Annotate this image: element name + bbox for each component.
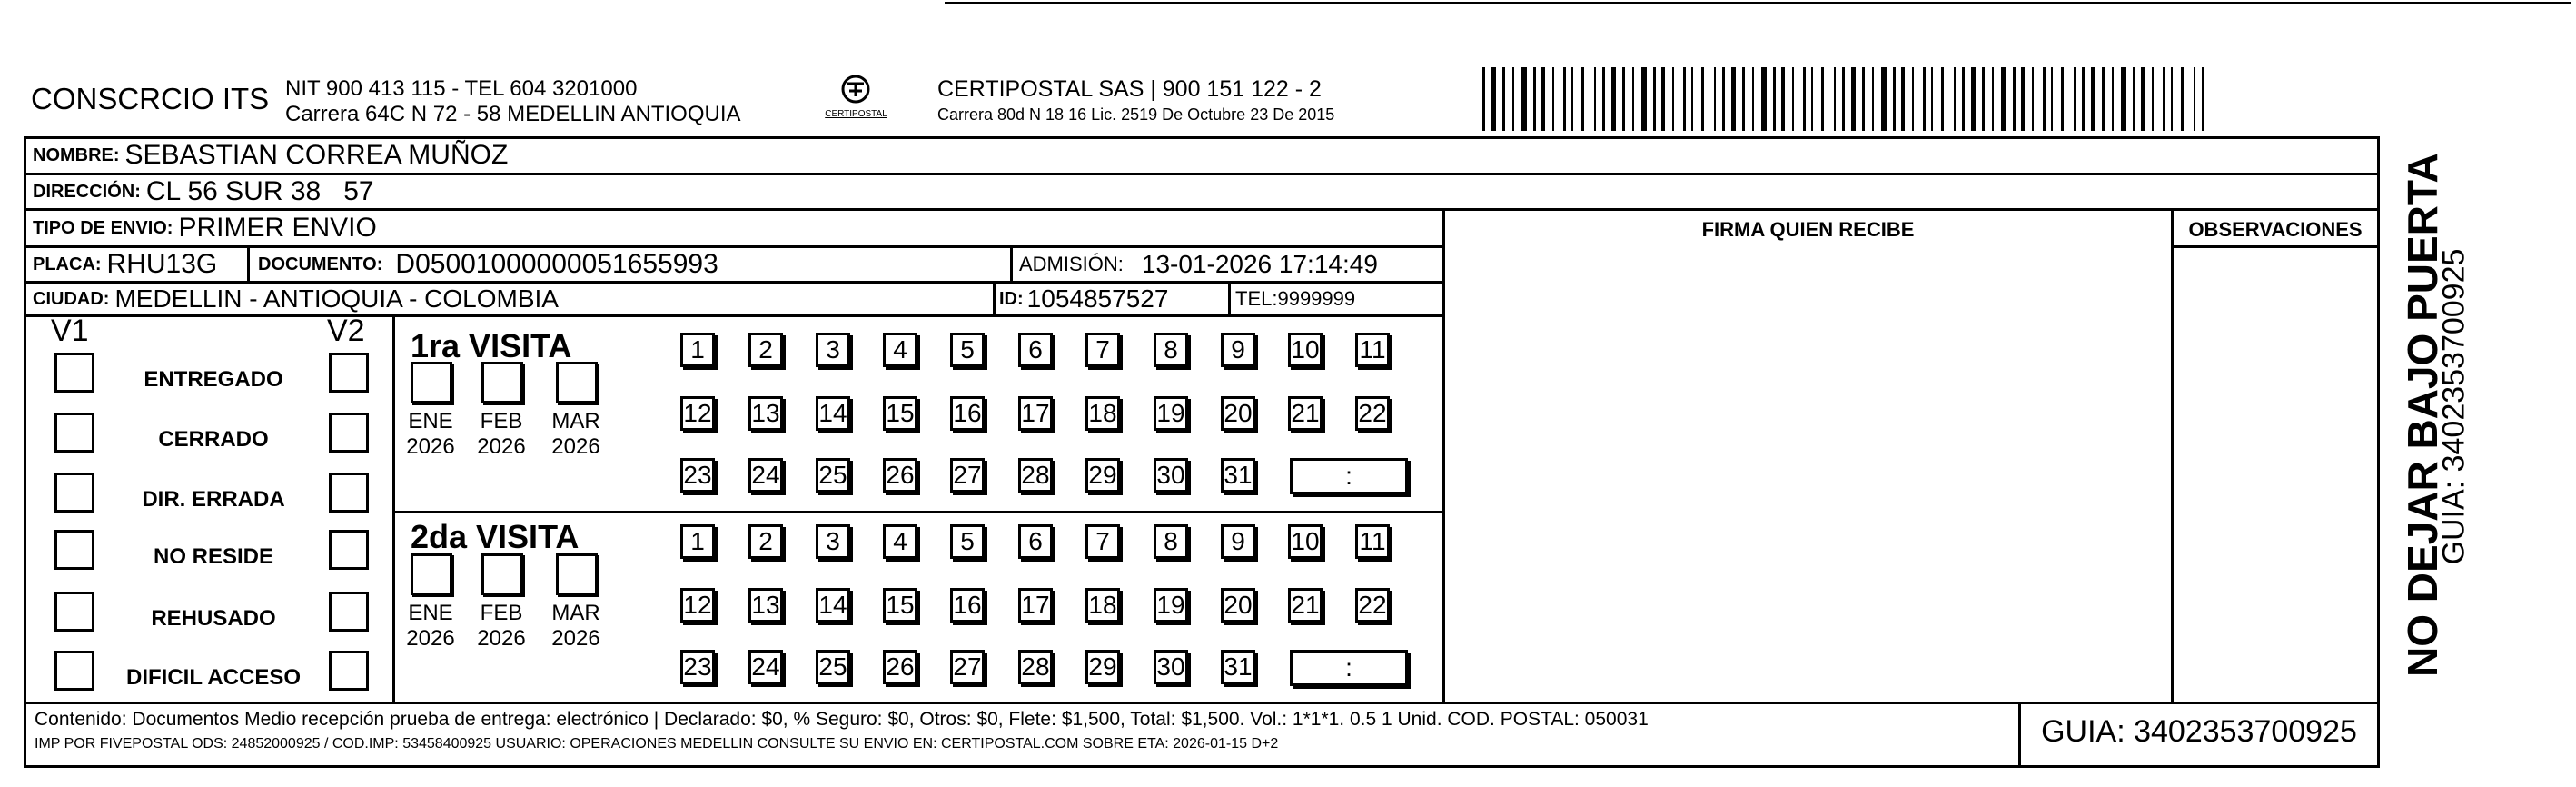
- v2-checkbox[interactable]: [329, 530, 369, 570]
- barcode-bar: [2152, 67, 2154, 131]
- v1-checkbox[interactable]: [54, 473, 94, 513]
- v2-checkbox[interactable]: [329, 353, 369, 393]
- barcode-bar: [2061, 67, 2064, 131]
- visita2-day-box[interactable]: 16: [950, 588, 985, 623]
- visita2-day-box[interactable]: 8: [1154, 524, 1188, 559]
- company-address: Carrera 64C N 72 - 58 MEDELLIN ANTIOQUIA: [285, 102, 741, 126]
- visita2-day-box[interactable]: 9: [1221, 524, 1255, 559]
- license-line: Carrera 80d N 18 16 Lic. 2519 De Octubre 23 De 2015: [937, 105, 1335, 124]
- barcode-bar: [1641, 67, 1647, 131]
- visita1-day-box[interactable]: 18: [1085, 396, 1120, 431]
- visita2-day-box[interactable]: 1: [680, 524, 715, 559]
- visita2-day-box[interactable]: 13: [748, 588, 783, 623]
- barcode-bar: [1491, 67, 1496, 131]
- visita1-day-box[interactable]: 25: [816, 458, 850, 493]
- barcode-bar: [2112, 67, 2114, 131]
- visita2-day-box[interactable]: 25: [816, 650, 850, 684]
- barcode-bar: [1691, 67, 1693, 131]
- ciudad-label: CIUDAD:: [33, 288, 110, 309]
- ciudad-row: [33, 283, 559, 315]
- visita2-day-box[interactable]: 31: [1221, 650, 1255, 684]
- firma-left: [1442, 208, 1445, 704]
- tel-divider: [1228, 281, 1231, 317]
- barcode-bar: [1803, 67, 1806, 131]
- barcode-bar: [1992, 67, 1994, 131]
- barcode-bar: [1552, 67, 1554, 131]
- visita2-day-box[interactable]: 5: [950, 524, 985, 559]
- imp-line: IMP POR FIVEPOSTAL ODS: 24852000925 / COD.IMP: 53458400925 USUARIO: OPERACIONES MEDELLIN CONSULTE SU ENVIO EN: CERTIPOSTAL.COM SOBRE ETA: 2026-01-15 D+2: [35, 736, 1279, 752]
- barcode-bar: [1722, 67, 1725, 131]
- visita2-day-box[interactable]: 12: [680, 588, 715, 623]
- v2-checkbox[interactable]: [329, 592, 369, 632]
- barcode-bar: [2001, 67, 2006, 131]
- visita2-day-box[interactable]: 30: [1154, 650, 1188, 684]
- barcode-bar: [1752, 67, 1754, 131]
- tel-value: 9999999: [1277, 287, 1356, 310]
- barcode-bar: [1701, 67, 1704, 131]
- visita1-day-box[interactable]: 17: [1018, 396, 1053, 431]
- obs-left: [2171, 208, 2174, 704]
- visita1-day-box[interactable]: 30: [1154, 458, 1188, 493]
- status-label: DIR. ERRADA: [142, 487, 285, 512]
- visita2-month-label: ENE: [408, 601, 453, 625]
- visita2-day-box[interactable]: 2: [748, 524, 783, 559]
- placa-divider: [247, 245, 250, 282]
- id-value: 1054857527: [1026, 284, 1169, 313]
- tel-label: TEL:: [1235, 287, 1278, 310]
- barcode-bar: [2043, 67, 2046, 131]
- barcode-bar: [1622, 67, 1625, 131]
- visita2-day-box[interactable]: 3: [816, 524, 850, 559]
- company-name: CONSCRCIO ITS: [31, 82, 270, 115]
- barcode-bar: [1521, 67, 1527, 131]
- v1-checkbox[interactable]: [54, 353, 94, 393]
- barcode-bar: [2121, 67, 2126, 131]
- barcode-bar: [1781, 67, 1785, 131]
- visita2-title: 2da VISITA: [411, 518, 580, 555]
- visita1-day-box[interactable]: 11: [1355, 333, 1390, 367]
- barcode-bar: [1834, 67, 1836, 131]
- visita1-day-box[interactable]: 3: [816, 333, 850, 367]
- status-label: REHUSADO: [151, 606, 276, 631]
- visita2-day-box[interactable]: 26: [883, 650, 917, 684]
- barcode-bar: [1683, 67, 1686, 131]
- visita1-day-box[interactable]: 14: [816, 396, 850, 431]
- id-row: [999, 283, 1168, 315]
- nombre-row: [33, 139, 508, 172]
- direccion-row: [33, 175, 374, 208]
- barcode-bar: [1821, 67, 1824, 131]
- barcode-bar: [1773, 67, 1776, 131]
- direccion-label: DIRECCIÓN:: [33, 181, 141, 202]
- visita1-day-box[interactable]: 19: [1154, 396, 1188, 431]
- side-text: [2382, 153, 2482, 680]
- barcode-bar: [1851, 67, 1856, 131]
- barcode-bar: [1563, 67, 1566, 131]
- barcode-bar: [1672, 67, 1674, 131]
- visita2-day-box[interactable]: 15: [883, 588, 917, 623]
- barcode-bar: [1811, 67, 1813, 131]
- certipostal-line: CERTIPOSTAL SAS | 900 151 122 - 2: [937, 76, 1322, 102]
- visita2-day-box[interactable]: 19: [1154, 588, 1188, 623]
- visita2-year-label: 2026: [406, 626, 455, 651]
- barcode-bar: [2194, 67, 2195, 131]
- visita2-month-box[interactable]: [556, 553, 598, 595]
- visita1-year-label: 2026: [477, 434, 526, 459]
- barcode-bar: [1912, 67, 1914, 131]
- barcode-bar: [1872, 67, 1874, 131]
- visita1-title: 1ra VISITA: [411, 327, 572, 364]
- barcode-bar: [1714, 67, 1716, 131]
- observaciones-header: OBSERVACIONES: [2188, 218, 2363, 241]
- barcode-bar: [1581, 67, 1584, 131]
- status-label: CERRADO: [158, 427, 269, 452]
- visita1-day-box[interactable]: 22: [1355, 396, 1390, 431]
- admision-value: 13-01-2026 17:14:49: [1141, 250, 1378, 278]
- visita1-day-box[interactable]: 12: [680, 396, 715, 431]
- barcode-bar: [1962, 67, 1965, 131]
- barcode-bar: [1502, 67, 1505, 131]
- visita1-day-box[interactable]: 26: [883, 458, 917, 493]
- visit-divider: [392, 511, 1444, 513]
- placa-value: RHU13G: [106, 249, 218, 279]
- admision-row: [1019, 248, 1378, 281]
- visita2-time-box[interactable]: :: [1290, 650, 1408, 686]
- visita1-day-box[interactable]: 8: [1154, 333, 1188, 367]
- barcode-bar: [1923, 67, 1926, 131]
- nit-line: NIT 900 413 115 - TEL 604 3201000: [285, 76, 638, 101]
- barcode-bar: [1954, 67, 1956, 131]
- visita2-month-box[interactable]: [481, 553, 523, 595]
- barcode-bar: [1792, 67, 1794, 131]
- barcode-bar: [1881, 67, 1887, 131]
- v2-checkbox[interactable]: [329, 413, 369, 453]
- nombre-label: NOMBRE:: [33, 144, 120, 165]
- barcode-bar: [1533, 67, 1536, 131]
- visita2-day-box[interactable]: 11: [1355, 524, 1390, 559]
- visita1-day-box[interactable]: 6: [1018, 333, 1053, 367]
- visita2-day-box[interactable]: 14: [816, 588, 850, 623]
- barcode-bar: [2181, 67, 2184, 131]
- barcode-bar: [2074, 67, 2076, 131]
- barcode-bar: [2051, 67, 2053, 131]
- id-label: ID:: [999, 288, 1024, 309]
- visita1-year-label: 2026: [551, 434, 600, 459]
- v2-label: V2: [327, 314, 365, 348]
- visita2-day-box[interactable]: 22: [1355, 588, 1390, 623]
- visita2-day-box[interactable]: 7: [1085, 524, 1120, 559]
- barcode-bar: [1661, 67, 1665, 131]
- admision-divider: [1010, 245, 1013, 282]
- visita1-day-box[interactable]: 27: [950, 458, 985, 493]
- side-guia: GUIA: 3402353700925: [2436, 248, 2472, 565]
- barcode-bar: [1541, 67, 1545, 131]
- visita2-day-box[interactable]: 6: [1018, 524, 1053, 559]
- barcode-bar: [2133, 67, 2135, 131]
- visita1-day-box[interactable]: 31: [1221, 458, 1255, 493]
- visita1-month-box[interactable]: [556, 362, 598, 403]
- visita2-day-box[interactable]: 10: [1288, 524, 1323, 559]
- visita2-year-label: 2026: [551, 626, 600, 651]
- direccion-value: CL 56 SUR 38 57: [145, 176, 374, 206]
- visita2-month-box[interactable]: [411, 553, 452, 595]
- visita1-day-box[interactable]: 28: [1018, 458, 1053, 493]
- visita2-month-label: FEB: [480, 601, 523, 625]
- barcode-bar: [1893, 67, 1896, 131]
- v1-checkbox[interactable]: [54, 651, 94, 691]
- visita1-day-box[interactable]: 21: [1288, 396, 1323, 431]
- firma-header: FIRMA QUIEN RECIBE: [1701, 218, 1915, 241]
- visita1-day-box[interactable]: 10: [1288, 333, 1323, 367]
- visita1-day-box[interactable]: 7: [1085, 333, 1120, 367]
- row-line-1: [24, 173, 2380, 175]
- barcode-bar: [2102, 67, 2105, 131]
- visita2-day-box[interactable]: 29: [1085, 650, 1120, 684]
- barcode-bar: [1602, 67, 1605, 131]
- visita1-time-box[interactable]: :: [1290, 458, 1408, 494]
- visita1-day-box[interactable]: 13: [748, 396, 783, 431]
- certipostal-logo: [813, 71, 899, 125]
- visita2-day-box[interactable]: 27: [950, 650, 985, 684]
- barcode-bar: [2163, 67, 2165, 131]
- frame-left: [24, 136, 26, 768]
- tel-row: [1235, 283, 1355, 315]
- visita1-day-box[interactable]: 15: [883, 396, 917, 431]
- barcode-bar: [2021, 67, 2025, 131]
- top-edge-line: [945, 2, 2571, 4]
- status-label: NO RESIDE: [153, 544, 274, 569]
- v1-checkbox[interactable]: [54, 530, 94, 570]
- barcode-bar: [1632, 67, 1634, 131]
- visita1-day-box[interactable]: 20: [1221, 396, 1255, 431]
- barcode-bar: [1653, 67, 1656, 131]
- visita1-month-box[interactable]: [481, 362, 523, 403]
- visita2-day-box[interactable]: 20: [1221, 588, 1255, 623]
- barcode-bar: [1731, 67, 1736, 131]
- status-label: ENTREGADO: [144, 367, 283, 392]
- visita2-day-box[interactable]: 24: [748, 650, 783, 684]
- barcode-bar: [1594, 67, 1596, 131]
- placa-row: [33, 248, 217, 281]
- tipo-label: TIPO DE ENVIO:: [33, 217, 173, 238]
- visita1-day-box[interactable]: 5: [950, 333, 985, 367]
- contenido-line: Contenido: Documentos Medio recepción prueba de entrega: electrónico | Declarado: $0, % Seguro: $0, Otros: $0, Flete: $1,500, Total: $1,500. Vol.: 1*1*1. 0.5 1 Unid. COD. POSTAL: 050031: [35, 709, 1649, 730]
- tipo-value: PRIMER ENVIO: [178, 213, 377, 243]
- frame-bottom: [24, 765, 2380, 768]
- visita2-day-box[interactable]: 23: [680, 650, 715, 684]
- barcode-bar: [1482, 67, 1485, 131]
- barcode-bar: [2032, 67, 2034, 131]
- row-line-2: [24, 208, 2380, 211]
- barcode-bar: [2141, 67, 2145, 131]
- visita1-month-label: MAR: [551, 409, 600, 433]
- v2-checkbox[interactable]: [329, 473, 369, 513]
- footer-guia: GUIA: 3402353700925: [2041, 714, 2357, 749]
- visita1-day-box[interactable]: 23: [680, 458, 715, 493]
- barcode-bar: [1901, 67, 1905, 131]
- frame-right: [2377, 136, 2380, 768]
- visita1-day-box[interactable]: 24: [748, 458, 783, 493]
- barcode-bar: [1982, 67, 1985, 131]
- tipo-row: [33, 212, 377, 244]
- visita1-month-label: FEB: [480, 409, 523, 433]
- admision-label: ADMISIÓN:: [1019, 253, 1124, 275]
- documento-label: DOCUMENTO:: [258, 254, 383, 274]
- visita2-day-box[interactable]: 4: [883, 524, 917, 559]
- barcode-bar: [1862, 67, 1865, 131]
- barcode-bar: [1512, 67, 1514, 131]
- visita1-day-box[interactable]: 2: [748, 333, 783, 367]
- visita1-day-box[interactable]: 9: [1221, 333, 1255, 367]
- visita1-day-box[interactable]: 16: [950, 396, 985, 431]
- logo-caption: CERTIPOSTAL: [825, 109, 887, 119]
- id-divider: [993, 281, 996, 317]
- visita1-year-label: 2026: [406, 434, 455, 459]
- v1-checkbox[interactable]: [54, 413, 94, 453]
- barcode-bar: [1571, 67, 1573, 131]
- visita2-year-label: 2026: [477, 626, 526, 651]
- row-line-3b: [2171, 245, 2380, 248]
- status-label: DIFICIL ACCESO: [125, 665, 301, 690]
- visita2-day-box[interactable]: 17: [1018, 588, 1053, 623]
- visita2-day-box[interactable]: 28: [1018, 650, 1053, 684]
- barcode-bar: [1611, 67, 1616, 131]
- barcode-bar: [1941, 67, 1944, 131]
- grid-bottom: [24, 702, 2380, 704]
- barcode-bar: [1931, 67, 1933, 131]
- visita1-day-box[interactable]: 1: [680, 333, 715, 367]
- v1-checkbox[interactable]: [54, 592, 94, 632]
- visita1-day-box[interactable]: 4: [883, 333, 917, 367]
- side-warning: NO DEJAR BAJO PUERTA: [2399, 153, 2446, 677]
- v2-checkbox[interactable]: [329, 651, 369, 691]
- visita1-month-label: ENE: [408, 409, 453, 433]
- barcode-bar: [1971, 67, 1976, 131]
- barcode-bar: [1761, 67, 1767, 131]
- visita2-day-box[interactable]: 21: [1288, 588, 1323, 623]
- documento-row: [258, 248, 718, 281]
- barcode: [1482, 67, 2204, 131]
- documento-value: D05001000000051655993: [395, 249, 718, 279]
- visita2-month-label: MAR: [551, 601, 600, 625]
- barcode-bar: [1742, 67, 1745, 131]
- visita1-day-box[interactable]: 29: [1085, 458, 1120, 493]
- barcode-bar: [2082, 67, 2085, 131]
- visita2-day-box[interactable]: 18: [1085, 588, 1120, 623]
- barcode-bar: [2091, 67, 2095, 131]
- placa-label: PLACA:: [33, 254, 102, 274]
- barcode-bar: [2171, 67, 2173, 131]
- barcode-bar: [2202, 67, 2204, 131]
- nombre-value: SEBASTIAN CORREA MUÑOZ: [124, 140, 509, 170]
- status-divider: [392, 314, 395, 704]
- ciudad-value: MEDELLIN - ANTIOQUIA - COLOMBIA: [114, 284, 559, 313]
- barcode-bar: [1842, 67, 1845, 131]
- barcode-bar: [2013, 67, 2016, 131]
- visita1-month-box[interactable]: [411, 362, 452, 403]
- v1-label: V1: [51, 314, 89, 348]
